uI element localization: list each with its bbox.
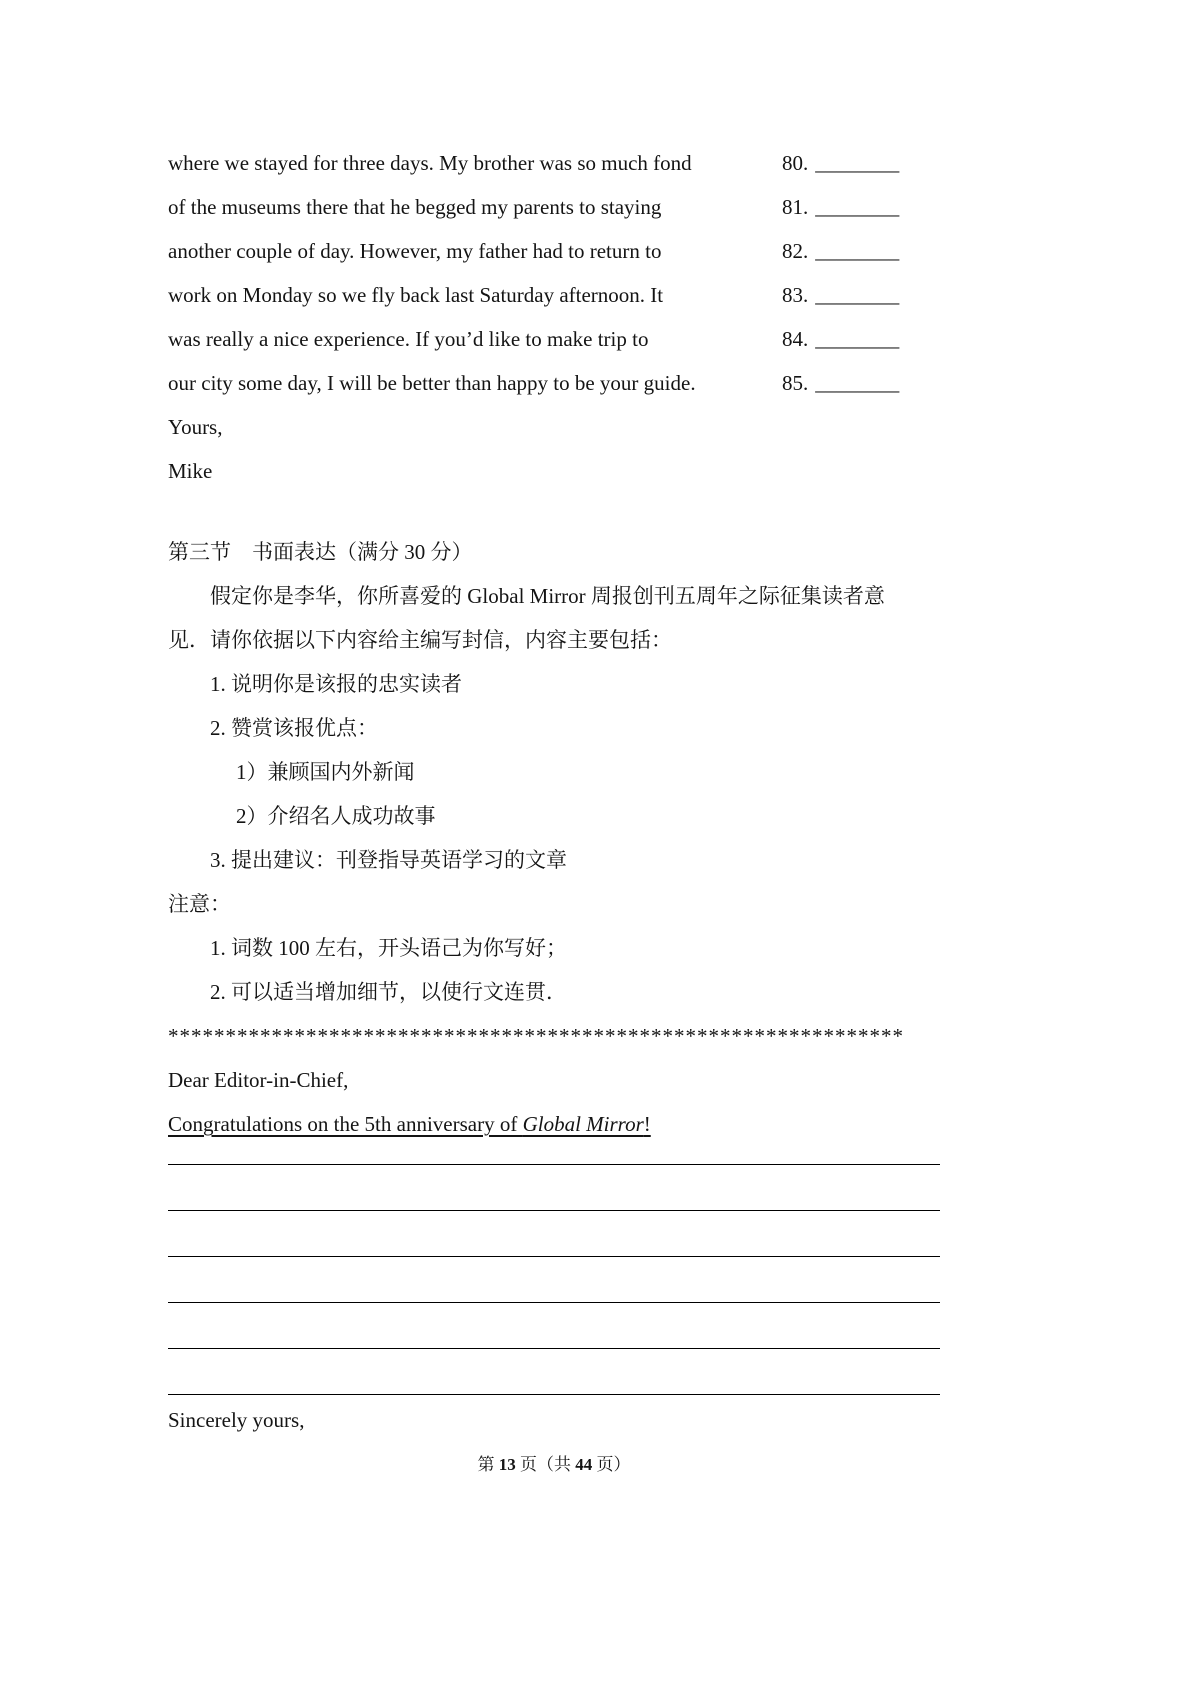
answer-slot xyxy=(782,317,902,361)
answer-slot xyxy=(782,141,902,185)
answer-writing-line xyxy=(168,1146,940,1165)
letter-opening-underlined xyxy=(168,1112,651,1136)
answer-writing-line xyxy=(168,1257,940,1303)
passage-line xyxy=(168,185,940,229)
page-content xyxy=(168,0,940,1442)
passage-line xyxy=(168,141,940,185)
letter-opening-suffix: ! xyxy=(643,1112,651,1136)
task-intro-line: 见．请你依据以下内容给主编写封信，内容主要包括： xyxy=(168,628,672,652)
task-subpoint: 2）介绍名人成功故事 xyxy=(236,804,436,828)
answer-slot xyxy=(782,361,902,405)
answer-number: 85. xyxy=(782,371,809,395)
answer-writing-line xyxy=(168,1303,940,1349)
newspaper-title: Global Mirror xyxy=(522,1112,644,1136)
footer-page-number: 13 xyxy=(498,1455,516,1474)
task-point: 2. 赞赏该报优点： xyxy=(210,716,378,740)
proofreading-passage xyxy=(168,141,940,493)
task-point: 3. 提出建议：刊登指导英语学习的文章 xyxy=(210,848,567,872)
passage-line xyxy=(168,317,940,361)
writing-task-section xyxy=(168,530,940,1058)
notes-label: 注意： xyxy=(168,892,231,916)
footer-mid: 页（共 xyxy=(515,1455,576,1474)
letter-closing: Sincerely yours, xyxy=(168,1408,305,1432)
passage-line xyxy=(168,361,940,405)
footer-total-pages: 44 xyxy=(575,1455,593,1474)
answer-blank: ________ xyxy=(815,151,900,175)
answer-number: 80. xyxy=(782,151,809,175)
letter-opening-prefix: Congratulations on the 5th anniversary of xyxy=(168,1112,523,1136)
answer-number: 83. xyxy=(782,283,809,307)
answer-number: 81. xyxy=(782,195,809,219)
passage-line-text: where we stayed for three days. My brother was so much fond xyxy=(168,151,692,175)
answer-slot xyxy=(782,273,902,317)
answer-blank: ________ xyxy=(815,239,900,263)
answer-slot xyxy=(782,185,902,229)
answer-blank: ________ xyxy=(815,195,900,219)
answer-blank: ________ xyxy=(815,283,900,307)
passage-signature: Mike xyxy=(168,459,213,483)
answer-writing-line xyxy=(168,1349,940,1395)
passage-line xyxy=(168,273,940,317)
passage-line-text: was really a nice experience. If you’d like to make trip to xyxy=(168,327,649,351)
task-point: 1. 说明你是该报的忠实读者 xyxy=(210,672,462,696)
page-footer xyxy=(168,1452,940,1478)
answer-writing-line xyxy=(168,1165,940,1211)
essay-writing-area xyxy=(168,1146,940,1395)
section-title: 第三节 书面表达（满分 30 分） xyxy=(168,540,473,564)
answer-writing-line xyxy=(168,1211,940,1257)
task-note: 1. 词数 100 左右，开头语己为你写好； xyxy=(210,936,567,960)
passage-line-text: another couple of day. However, my father had to return to xyxy=(168,239,662,263)
task-note: 2. 可以适当增加细节，以使行文连贯． xyxy=(210,980,567,1004)
asterisk-divider: **************************************************************** xyxy=(168,1024,904,1048)
answer-blank: ________ xyxy=(815,371,900,395)
task-intro-line: 假定你是李华，你所喜爱的 Global Mirror 周报创刊五周年之际征集读者意 xyxy=(210,584,885,608)
passage-line-text: of the museums there that he begged my parents to staying xyxy=(168,195,662,219)
passage-signoff: Yours, xyxy=(168,415,223,439)
letter-template xyxy=(168,1058,940,1442)
answer-number: 84. xyxy=(782,327,809,351)
footer-prefix: 第 xyxy=(477,1455,499,1474)
letter-opening-line xyxy=(168,1102,940,1146)
letter-salutation: Dear Editor-in-Chief, xyxy=(168,1068,349,1092)
answer-blank: ________ xyxy=(815,327,900,351)
answer-slot xyxy=(782,229,902,273)
passage-line xyxy=(168,229,940,273)
passage-line-text: work on Monday so we fly back last Saturday afternoon. It xyxy=(168,283,664,307)
answer-number: 82. xyxy=(782,239,809,263)
footer-suffix: 页） xyxy=(592,1455,631,1474)
passage-line-text: our city some day, I will be better than happy to be your guide. xyxy=(168,371,696,395)
task-subpoint: 1）兼顾国内外新闻 xyxy=(236,760,415,784)
